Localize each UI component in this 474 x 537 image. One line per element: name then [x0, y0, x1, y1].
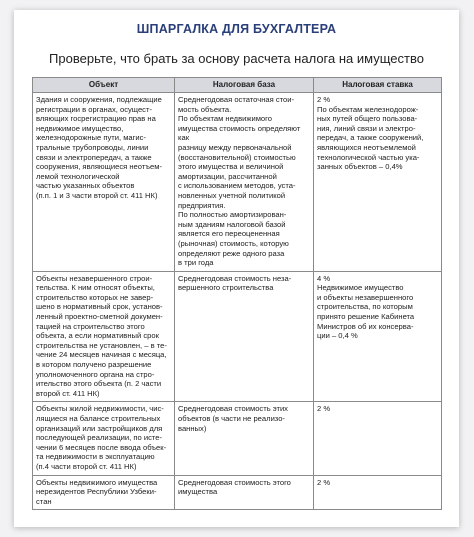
page-title: ШПАРГАЛКА ДЛЯ БУХГАЛТЕРА: [136, 22, 337, 36]
page-subtitle: Проверьте, что брать за основу расчета налога на имущество: [49, 51, 424, 66]
table-row: [33, 475, 442, 510]
table-row: [33, 93, 442, 272]
cell-tax-base: Среднегодовая остаточная стои- мость объекта. По объектам недвижимого имущества стоимость определяют как разницу между первоначальной (восстановительной) стоимостью этого имущества и величиной амортизации, рассчитанной с использованием методов, уста- новленных учетной политикой предприятия. По полностью амортизирован- ным зданиям налоговой базой является его переоцененная (рыночная) стоимость, которую определяют реже одного раза в три года: [175, 93, 314, 272]
cheat-sheet-card: [14, 10, 459, 527]
cell-object: Объекты незавершенного строи- тельства. К ним относят объекты, строительство которых не завер- шено в нормативный срок, установ- ленный проектно-сметной докумен- тацией на строительство этого объекта, а если нормативный срок строительства не установлен, – в те- чение 24 месяцев начиная с месяца, в котором получено разрешение уполномоченного органа на стро- ительство этого объекта (п. 2 части второй ст. 411 НК): [33, 271, 175, 402]
header-object: Объект: [33, 78, 175, 93]
cell-tax-rate: 2 %: [314, 475, 442, 510]
cell-tax-base: Среднегодовая стоимость этого имущества: [175, 475, 314, 510]
tax-base-table: [32, 77, 442, 510]
table-row: [33, 402, 442, 475]
cell-tax-rate: 2 % По объектам железнодорож- ных путей общего пользова- ния, линий связи и электро- передач, а также сооружений, являющихся неотъемлемой технологической частью ука- занных объектов – 0,4%: [314, 93, 442, 272]
cell-object: Здания и сооружения, подлежащие регистрации в органах, осущест- вляющих госрегистрацию прав на недвижимое имущество, железнодорожные пути, магис- тральные трубопроводы, линии связи и электропередач, а также сооружения, являющиеся неотъем- лемой технологической частью указанных объектов (п.п. 1 и 3 части второй ст. 411 НК): [33, 93, 175, 272]
cell-tax-base: Среднегодовая стоимость этих объектов (в части не реализо- ванных): [175, 402, 314, 475]
cell-tax-rate: 2 %: [314, 402, 442, 475]
header-tax-base: Налоговая база: [175, 78, 314, 93]
cell-object: Объекты жилой недвижимости, чис- лящиеся на балансе строительных организаций или застройщиков для последующей реализации, по исте- чении 6 месяцев после ввода объек- та недвижимости в эксплуатацию (п.4 части второй ст. 411 НК): [33, 402, 175, 475]
table-header-row: [33, 78, 442, 93]
table-row: [33, 271, 442, 402]
cell-tax-base: Среднегодовая стоимость неза- вершенного строительства: [175, 271, 314, 402]
cell-object: Объекты недвижимого имущества нерезидентов Республики Узбеки- стан: [33, 475, 175, 510]
cell-tax-rate: 4 % Недвижимое имущество и объекты незавершенного строительства, по которым принято решение Кабинета Министров об их консерва- ции – 0,4 %: [314, 271, 442, 402]
header-tax-rate: Налоговая ставка: [314, 78, 442, 93]
